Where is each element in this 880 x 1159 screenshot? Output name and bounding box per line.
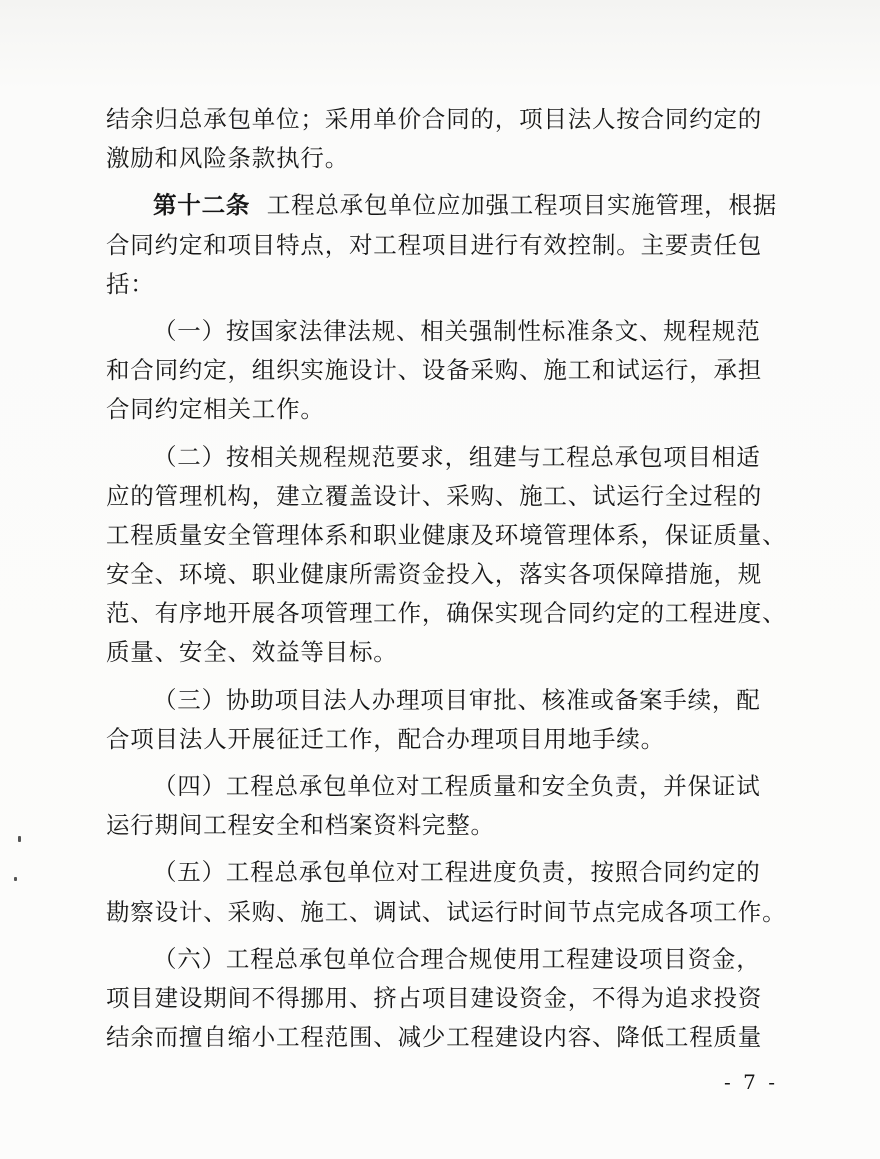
text-line: 合同约定和项目特点，对工程项目进行有效控制。主要责任包 — [106, 230, 763, 259]
article-twelve-line — [106, 186, 778, 225]
document-body — [106, 100, 787, 1057]
scan-speck — [18, 836, 21, 842]
text-line: 勘察设计、采购、施工、调试、试运行时间节点完成各项工作。 — [106, 897, 787, 926]
text-line: 括： — [106, 269, 155, 298]
clause-3-line: （三）协助项目法人办理项目审批、核准或备案手续，配 — [153, 685, 761, 714]
text-line: 运行期间工程安全和档案资料完整。 — [106, 811, 495, 840]
text-line: 安全、环境、职业健康所需资金投入，落实各项保障措施，规 — [106, 560, 763, 589]
text-line: 项目建设期间不得挪用、挤占项目建设资金，不得为追求投资 — [106, 983, 763, 1012]
page-number: - 7 - — [724, 1070, 778, 1094]
text-line: 激励和风险条款执行。 — [106, 144, 349, 173]
clause-1-line: （一）按国家法律法规、相关强制性标准条文、规程规范 — [153, 316, 761, 345]
text-line: 工程质量安全管理体系和职业健康及环境管理体系，保证质量、 — [106, 520, 787, 549]
clause-5-line: （五）工程总承包单位对工程进度负责，按照合同约定的 — [153, 858, 761, 887]
clause-6-line: （六）工程总承包单位合理合规使用工程建设项目资金， — [153, 944, 761, 973]
text-line: 范、有序地开展各项管理工作，确保实现合同约定的工程进度、 — [106, 599, 787, 628]
text-line: 质量、安全、效益等目标。 — [106, 638, 398, 667]
text-line: 合同约定相关工作。 — [106, 395, 325, 424]
text-line: 结余归总承包单位；采用单价合同的，项目法人按合同约定的 — [106, 105, 763, 133]
article-heading: 第十二条 — [153, 191, 251, 220]
text-line: 结余而擅自缩小工程范围、减少工程建设内容、降低工程质量 — [106, 1023, 763, 1052]
text-line: 和合同约定，组织实施设计、设备采购、施工和试运行，承担 — [106, 356, 763, 385]
clause-4-line: （四）工程总承包单位对工程质量和安全负责，并保证试 — [153, 772, 761, 800]
scan-speck — [14, 877, 17, 881]
text-line: 合项目法人开展征迁工作，配合办理项目用地手续。 — [106, 724, 665, 753]
text-line: 工程总承包单位应加强工程项目实施管理，根据 — [266, 191, 778, 220]
text-line: 应的管理机构，建立覆盖设计、采购、施工、试运行全过程的 — [106, 481, 763, 510]
clause-2-line: （二）按相关规程规范要求，组建与工程总承包项目相适 — [153, 442, 761, 471]
